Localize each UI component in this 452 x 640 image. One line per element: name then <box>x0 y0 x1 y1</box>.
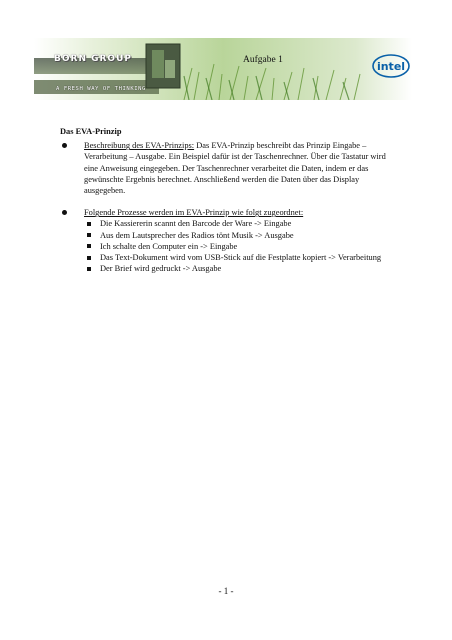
list-item <box>84 230 400 241</box>
brand-logo-text: BORN GROUP <box>54 54 132 64</box>
list-item <box>84 252 400 263</box>
description-label: Beschreibung des EVA-Prinzips: <box>84 141 195 151</box>
list-item <box>84 263 400 274</box>
description-text: Das EVA-Prinzip beschreibt das Prinzip Eingabe – Verarbeitung – Ausgabe. Ein Beispiel dafür ist der Taschenrechner. Über die Tastatur wird eine Anweisung eingegeben. Der Taschenrechner verarbeitet die Daten, indem er das gewünschte Ergebnis berechnet. Anschließend werden die Daten über das Display ausgegeben. <box>84 141 386 196</box>
list-item-text: Die Kassiererin scannt den Barcode der Ware -> Eingabe <box>100 219 292 229</box>
intel-logo-text: intel <box>376 59 406 73</box>
page-number: - 1 - <box>218 586 234 596</box>
list-item <box>84 241 400 252</box>
square-bullet-icon <box>87 233 91 237</box>
list-item-text: Ich schalte den Computer ein -> Eingabe <box>100 241 238 251</box>
square-bullet-icon <box>87 267 91 271</box>
square-bullet-icon <box>87 256 91 260</box>
document-body <box>60 126 400 274</box>
square-bullet-icon <box>87 222 91 226</box>
process-list <box>84 218 400 274</box>
paragraph-assignment <box>60 207 400 274</box>
paragraph-description <box>60 140 400 196</box>
header-banner <box>34 38 412 100</box>
header-title: Aufgabe 1 <box>243 55 283 65</box>
round-bullet-icon <box>62 143 67 148</box>
list-item-text: Der Brief wird gedruckt -> Ausgabe <box>100 264 222 274</box>
intel-logo <box>371 52 411 80</box>
list-item <box>84 218 400 229</box>
round-bullet-icon <box>62 210 67 215</box>
list-item-text: Das Text-Dokument wird vom USB-Stick auf die Festplatte kopiert -> Verarbeitung <box>100 253 382 263</box>
brand-tagline: A FRESH WAY OF THINKING <box>56 86 146 92</box>
section-title: Das EVA-Prinzip <box>60 127 122 136</box>
list-item-text: Aus dem Lautsprecher des Radios tönt Musik -> Ausgabe <box>100 230 294 240</box>
square-bullet-icon <box>87 244 91 248</box>
assignment-label: Folgende Prozesse werden im EVA-Prinzip wie folgt zugeordnet: <box>84 208 304 218</box>
